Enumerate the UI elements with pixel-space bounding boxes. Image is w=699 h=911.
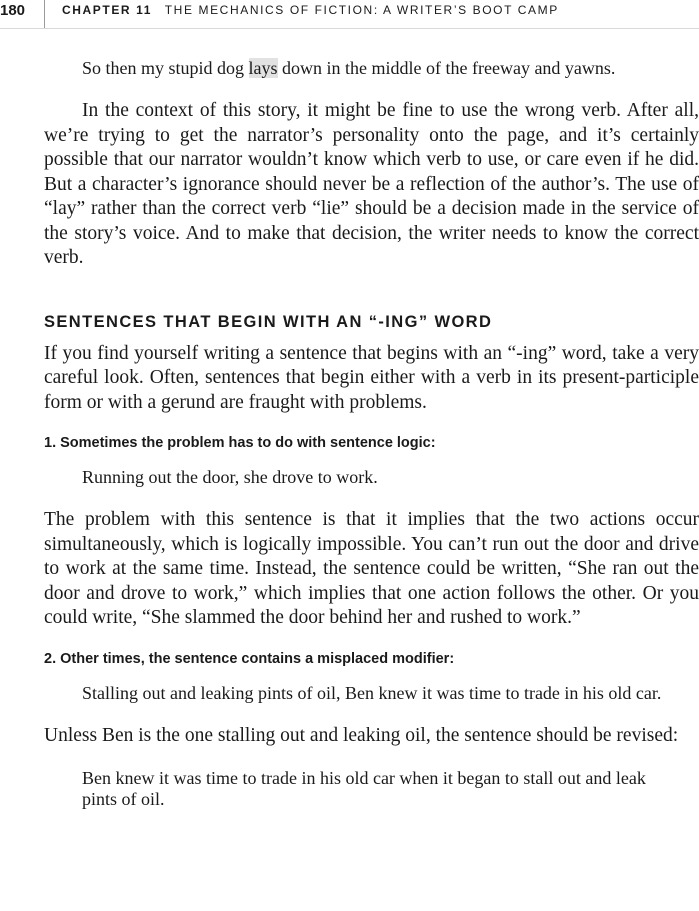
page-number: 180 (0, 2, 26, 19)
running-head (62, 3, 559, 17)
header-divider (44, 0, 45, 28)
paragraph-wrong-verb: In the context of this story, it might be fine to use the wrong verb. After all, we’re trying to get the narrator’s personality onto the page, and it’s certainly possible that our narrator wouldn’t know which verb to use, or care even if he did. But a character’s ignorance should never be a reflection of the author’s. The use of “lay” rather than the correct verb “lie” should be a decision made in the service of the story’s voice. And to make that decision, the writer needs to know the correct verb. (44, 100, 699, 268)
subheading-sentence-logic: 1. Sometimes the problem has to do with sentence logic: (44, 435, 436, 451)
page-body (44, 58, 699, 830)
paragraph-simultaneous-actions: The problem with this sentence is that it implies that the two actions occur simultaneously, which is logically impossible. You can’t run out the door and drive to work at the same time. Instead, the sentence could be written, “She ran out the door and drove to work,” which implies that one action follows the other. Or you could write, “She slammed the door behind her and rushed to work.” (44, 509, 699, 628)
example-text-after: down in the middle of the freeway and yawns. (277, 58, 616, 78)
chapter-label: CHAPTER 11 (62, 3, 153, 17)
highlighted-word[interactable]: lays (248, 58, 278, 78)
example-text-before: So then my stupid dog (82, 58, 249, 78)
example-sentence-stalling: Stalling out and leaking pints of oil, Ben knew it was time to trade in his old car. (82, 682, 662, 703)
paragraph-revision: Unless Ben is the one stalling out and leaking oil, the sentence should be revised: (44, 724, 679, 746)
section-heading: SENTENCES THAT BEGIN WITH AN “-ING” WORD (44, 312, 493, 331)
example-sentence-revised: Ben knew it was time to trade in his old car when it began to stall out and leak pints of oil. (82, 768, 646, 809)
example-sentence-running: Running out the door, she drove to work. (82, 467, 378, 487)
paragraph-ing-intro: If you find yourself writing a sentence that begins with an “-ing” word, take a very careful look. Often, sentences that begin either with a verb in its present-participle form or with a gerund are fraught with problems. (44, 342, 699, 413)
subheading-misplaced-modifier: 2. Other times, the sentence contains a misplaced modifier: (44, 650, 455, 667)
example-sentence-lays (82, 58, 672, 79)
running-header (0, 0, 699, 29)
chapter-title: THE MECHANICS OF FICTION: A WRITER’S BOOT CAMP (164, 3, 559, 17)
